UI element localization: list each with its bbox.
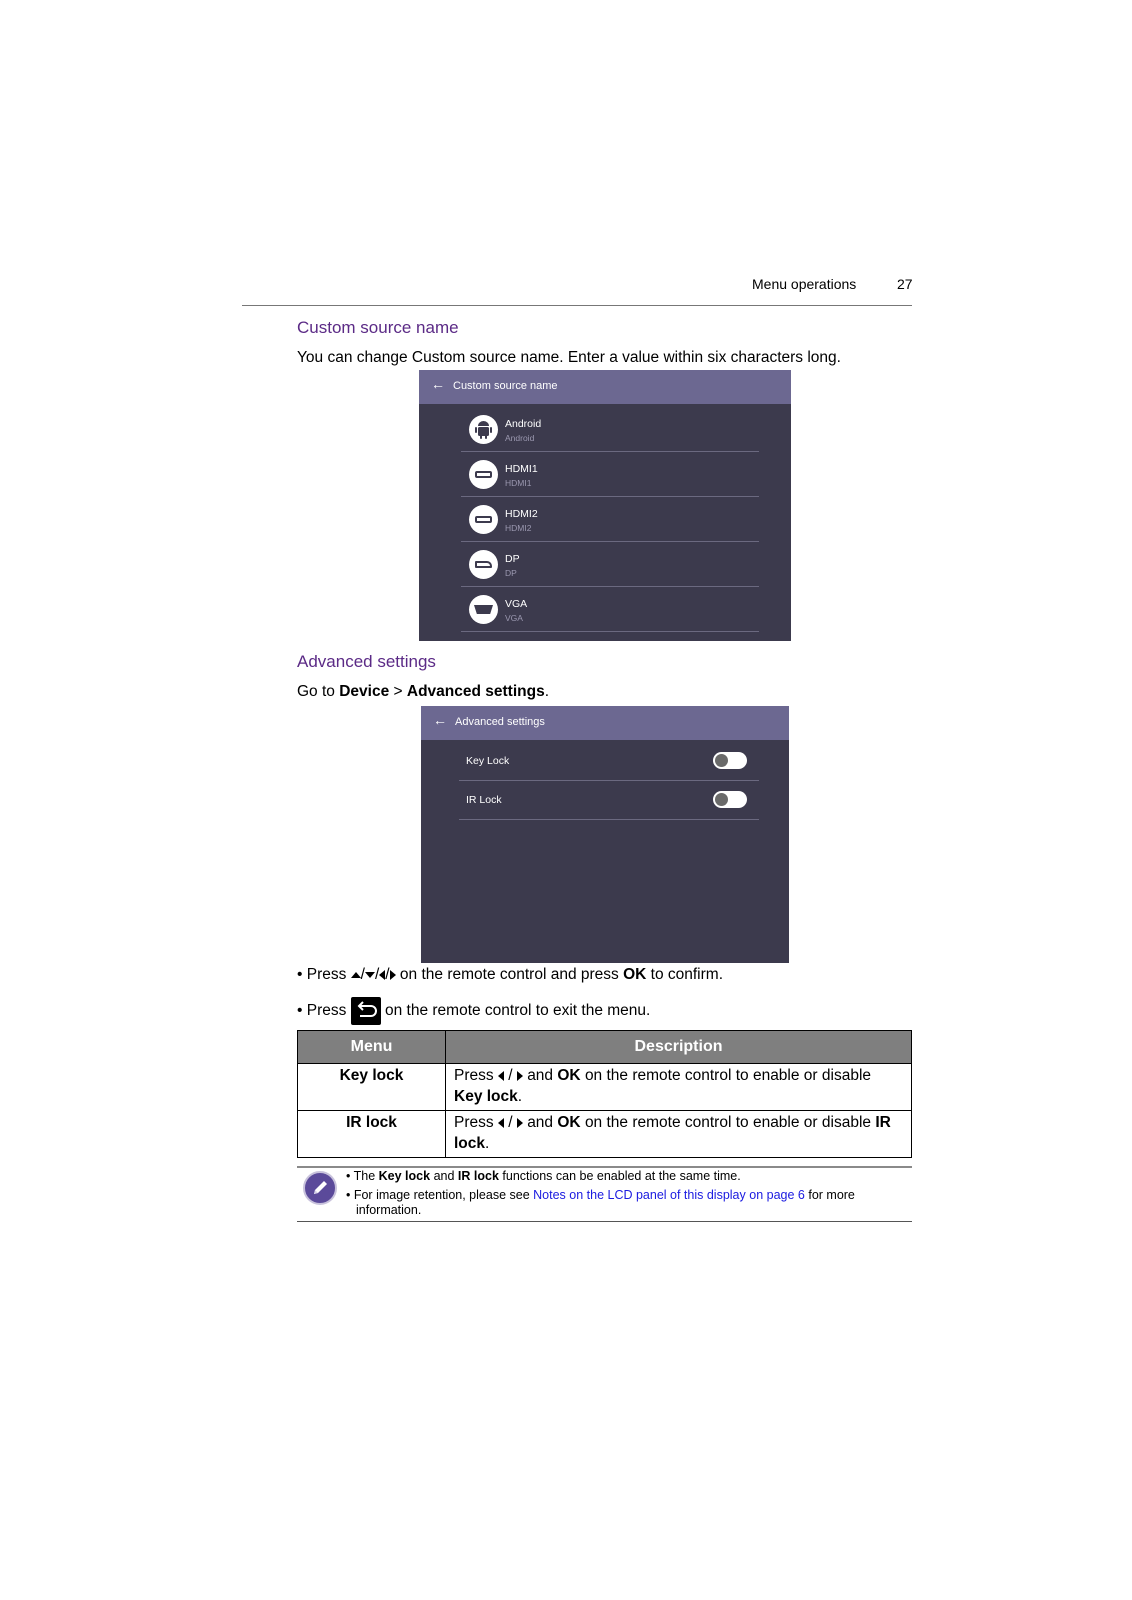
source-item-android[interactable] <box>461 407 759 452</box>
goto-prefix: Go to <box>297 683 340 700</box>
screen-title-bar <box>419 370 791 404</box>
table-row <box>298 1111 912 1158</box>
menu-cell: Key lock <box>298 1064 446 1111</box>
ir-lock-toggle[interactable] <box>713 791 747 808</box>
and-text: and <box>527 1067 554 1084</box>
confirm-text: to confirm. <box>650 966 724 983</box>
menu-cell: IR lock <box>298 1111 446 1158</box>
hdmi-icon <box>469 460 498 489</box>
source-custom-name: HDMI2 <box>505 523 532 533</box>
pencil-note-icon <box>303 1171 337 1205</box>
source-custom-name: Android <box>505 433 535 443</box>
description-text: on the remote control to enable or disable <box>584 1114 872 1131</box>
menu-description-table <box>297 1030 912 1158</box>
source-item-hdmi2[interactable] <box>461 497 759 542</box>
note-ir-lock: IR lock <box>457 1169 499 1183</box>
section-heading-custom-source-name: Custom source name <box>297 318 459 337</box>
separator: / <box>508 1114 513 1131</box>
screen-title-bar <box>421 706 789 740</box>
arrow-right-icon <box>517 1118 523 1128</box>
source-item-dp[interactable] <box>461 542 759 587</box>
exit-instruction <box>297 996 650 1026</box>
note-line-1 <box>346 1169 741 1184</box>
exit-suffix: on the remote control to exit the menu. <box>384 1002 651 1019</box>
advanced-settings-screenshot <box>421 706 789 963</box>
running-header-section: Menu operations <box>752 276 857 292</box>
press-label: • Press <box>297 1002 347 1019</box>
separator: / <box>508 1067 513 1084</box>
note-text: and <box>433 1169 455 1183</box>
setting-row-key-lock <box>459 742 759 781</box>
back-arrow-icon[interactable]: ← <box>433 712 447 728</box>
target-label: IR lock <box>454 1114 891 1152</box>
arrow-right-icon <box>517 1071 523 1081</box>
source-custom-name: DP <box>505 568 517 578</box>
arrow-up-icon <box>351 972 361 978</box>
end-punct: . <box>485 1135 490 1152</box>
custom-source-name-screenshot <box>419 370 791 641</box>
goto-target: Advanced settings <box>406 683 545 700</box>
description-cell <box>446 1111 912 1158</box>
note-bottom-rule <box>297 1221 912 1222</box>
screen-title: Advanced settings <box>455 716 545 728</box>
separator: / <box>374 966 380 983</box>
table-header-menu: Menu <box>298 1031 446 1064</box>
back-arrow-icon[interactable]: ← <box>431 376 445 392</box>
target-label: Key lock <box>454 1088 518 1105</box>
setting-row-ir-lock <box>459 781 759 820</box>
displayport-icon <box>469 550 498 579</box>
section-heading-advanced-settings: Advanced settings <box>297 652 436 671</box>
and-text: and <box>527 1114 554 1131</box>
description-cell <box>446 1064 912 1111</box>
nav-suffix: on the remote control and press <box>399 966 619 983</box>
table-row <box>298 1064 912 1111</box>
note-text: functions can be enabled at the same time. <box>502 1169 741 1183</box>
setting-label: IR Lock <box>466 794 502 806</box>
ok-label: OK <box>557 1114 581 1131</box>
section-intro: You can change Custom source name. Enter a value within six characters long. <box>297 349 841 366</box>
arrow-down-icon <box>365 972 375 978</box>
end-punct: . <box>517 1088 523 1105</box>
back-button-icon <box>351 997 381 1025</box>
source-name: HDMI1 <box>505 463 538 475</box>
source-item-hdmi1[interactable] <box>461 452 759 497</box>
page-number: 27 <box>897 276 913 292</box>
source-item-vga[interactable] <box>461 587 759 632</box>
source-custom-name: HDMI1 <box>505 478 532 488</box>
header-divider <box>242 305 912 306</box>
source-name: Android <box>505 418 542 430</box>
ok-label: OK <box>557 1067 581 1084</box>
arrow-left-icon <box>498 1118 504 1128</box>
separator: / <box>360 966 365 983</box>
screen-title: Custom source name <box>453 380 558 392</box>
setting-label: Key Lock <box>466 755 510 767</box>
press-text: Press <box>454 1114 494 1131</box>
table-header-description: Description <box>446 1031 912 1064</box>
note-line-2 <box>346 1188 855 1203</box>
arrow-right-icon <box>390 970 396 980</box>
separator: / <box>385 966 390 983</box>
key-lock-toggle[interactable] <box>713 752 747 769</box>
hdmi-icon <box>469 505 498 534</box>
note-text: • The <box>346 1169 376 1183</box>
note-key-lock: Key lock <box>378 1169 431 1183</box>
goto-end: . <box>544 683 549 700</box>
nav-instruction <box>297 966 723 984</box>
note-text: for more <box>808 1188 855 1202</box>
note-line-3: information. <box>356 1203 422 1217</box>
press-text: Press <box>454 1067 494 1084</box>
source-name: HDMI2 <box>505 508 538 520</box>
description-text: on the remote control to enable or disable <box>584 1067 872 1084</box>
source-name: VGA <box>505 598 528 610</box>
android-icon <box>469 415 498 444</box>
goto-separator: > <box>389 683 407 700</box>
press-label: • Press <box>297 966 347 983</box>
goto-instruction <box>297 683 549 701</box>
note-text: • For image retention, please see <box>346 1188 530 1202</box>
vga-icon <box>469 595 498 624</box>
ok-label: OK <box>623 966 647 983</box>
note-top-rule <box>297 1166 912 1168</box>
lcd-notes-link[interactable]: Notes on the LCD panel of this display on page 6 <box>533 1188 805 1202</box>
goto-device: Device <box>339 683 390 700</box>
source-name: DP <box>505 553 520 565</box>
source-custom-name: VGA <box>505 613 523 623</box>
arrow-left-icon <box>498 1071 504 1081</box>
